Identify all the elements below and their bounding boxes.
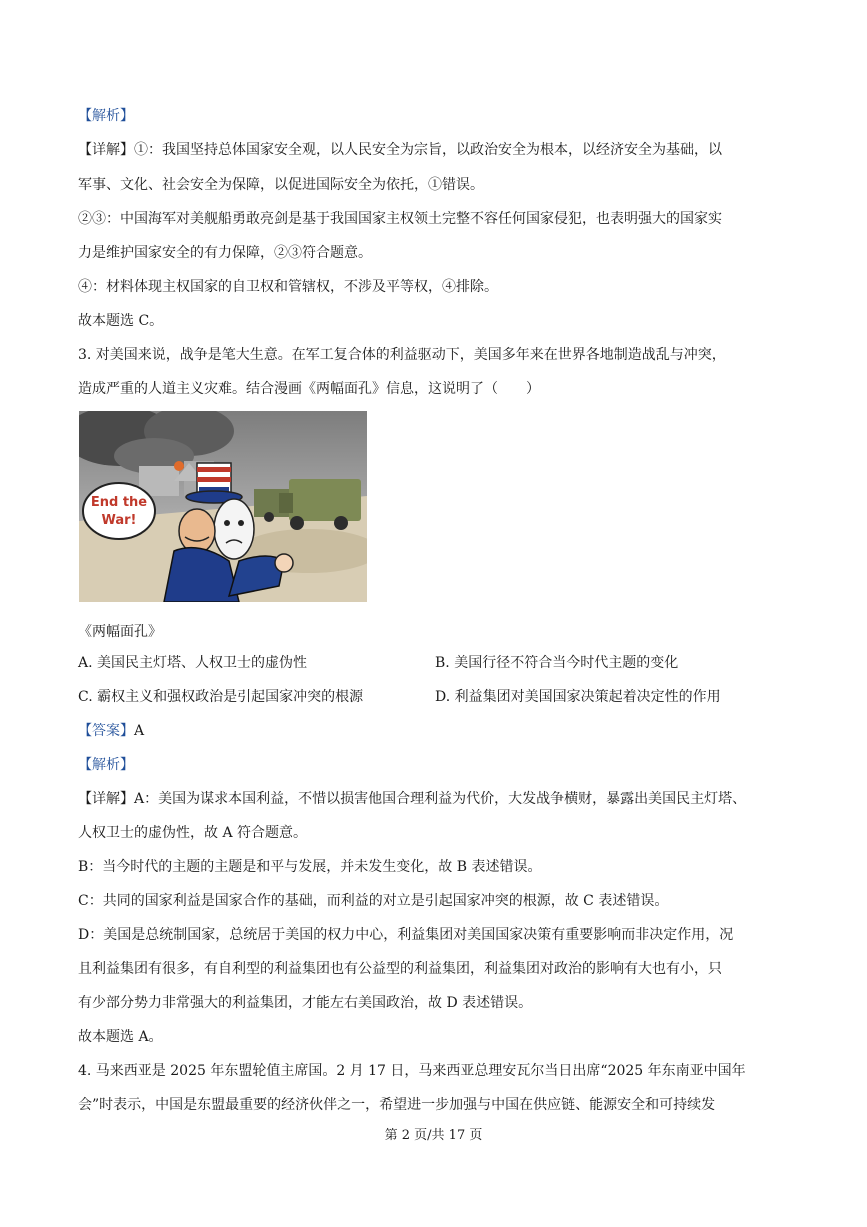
conclusion: 故本题选 C。 xyxy=(78,313,164,329)
answer-value: A xyxy=(134,723,145,739)
detail-line: 有少部分势力非常强大的利益集团，才能左右美国政治，故 D 表述错误。 xyxy=(78,995,533,1011)
bubble-text-2: War! xyxy=(101,513,137,528)
detail-text: ①：我国坚持总体国家安全观，以人民安全为宗旨，以政治安全为根本，以经济安全为基础，以 xyxy=(134,142,722,158)
option-a: A. 美国民主灯塔、人权卫士的虚伪性 xyxy=(78,655,308,671)
question-stem: 会”时表示，中国是东盟最重要的经济伙伴之一，希望进一步加强与中国在供应链、能源安全和可持续发 xyxy=(78,1097,716,1113)
option-d: D. 利益集团对美国国家决策起着决定性的作用 xyxy=(435,689,721,705)
conclusion: 故本题选 A。 xyxy=(78,1029,163,1045)
detail-tag: 【详解】 xyxy=(78,791,134,807)
analysis-tag: 【解析】 xyxy=(78,757,134,773)
question-stem: 3. 对美国来说，战争是笔大生意。在军工复合体的利益驱动下，美国多年来在世界各地制造战乱与冲突， xyxy=(78,347,726,363)
page-footer: 第 2 页/共 17 页 xyxy=(384,1128,483,1143)
detail-line: 力是维护国家安全的有力保障，②③符合题意。 xyxy=(78,245,372,261)
detail-line: 人权卫士的虚伪性，故 A 符合题意。 xyxy=(78,825,308,841)
answer-line xyxy=(78,721,144,741)
detail-line: D：美国是总统制国家，总统居于美国的权力中心，利益集团对美国国家决策有重要影响而非决定作用，况 xyxy=(78,927,734,943)
detail-line: B：当今时代的主题的主题是和平与发展，并未发生变化，故 B 表述错误。 xyxy=(78,859,542,875)
question-stem: 造成严重的人道主义灾难。结合漫画《两幅面孔》信息，这说明了（ ） xyxy=(78,381,540,397)
option-b: B. 美国行径不符合当今时代主题的变化 xyxy=(435,655,679,671)
cartoon-caption: 《两幅面孔》 xyxy=(78,624,162,640)
detail-line: C：共同的国家利益是国家合作的基础，而利益的对立是引起国家冲突的根源，故 C 表述错误。 xyxy=(78,893,669,909)
detail-text: A：美国为谋求本国利益，不惜以损害他国合理利益为代价，大发战争横财，暴露出美国民主灯塔、 xyxy=(134,791,747,807)
detail-line xyxy=(78,140,722,160)
detail-line: ④：材料体现主权国家的自卫权和管辖权，不涉及平等权，④排除。 xyxy=(78,279,498,295)
detail-tag: 【详解】 xyxy=(78,142,134,158)
detail-line xyxy=(78,789,746,809)
detail-line: ②③：中国海军对美舰船勇敢亮剑是基于我国国家主权领土完整不容任何国家侵犯，也表明强大的国家实 xyxy=(78,211,722,227)
analysis-tag: 【解析】 xyxy=(78,108,134,124)
option-c: C. 霸权主义和强权政治是引起国家冲突的根源 xyxy=(78,689,364,705)
question-stem: 4. 马来西亚是 2025 年东盟轮值主席国。2 月 17 日，马来西亚总理安瓦尔当日出席“2025 年东南亚中国年 xyxy=(78,1063,746,1079)
bubble-text-1: End the xyxy=(90,495,148,510)
detail-line: 且利益集团有很多，有自利型的利益集团也有公益型的利益集团，利益集团对政治的影响有大也有小，只 xyxy=(78,961,722,977)
cartoon-drawing xyxy=(79,411,367,602)
answer-tag: 【答案】 xyxy=(78,723,134,739)
cartoon-illustration xyxy=(79,411,367,602)
detail-line: 军事、文化、社会安全为保障，以促进国际安全为依托，①错误。 xyxy=(78,177,484,193)
